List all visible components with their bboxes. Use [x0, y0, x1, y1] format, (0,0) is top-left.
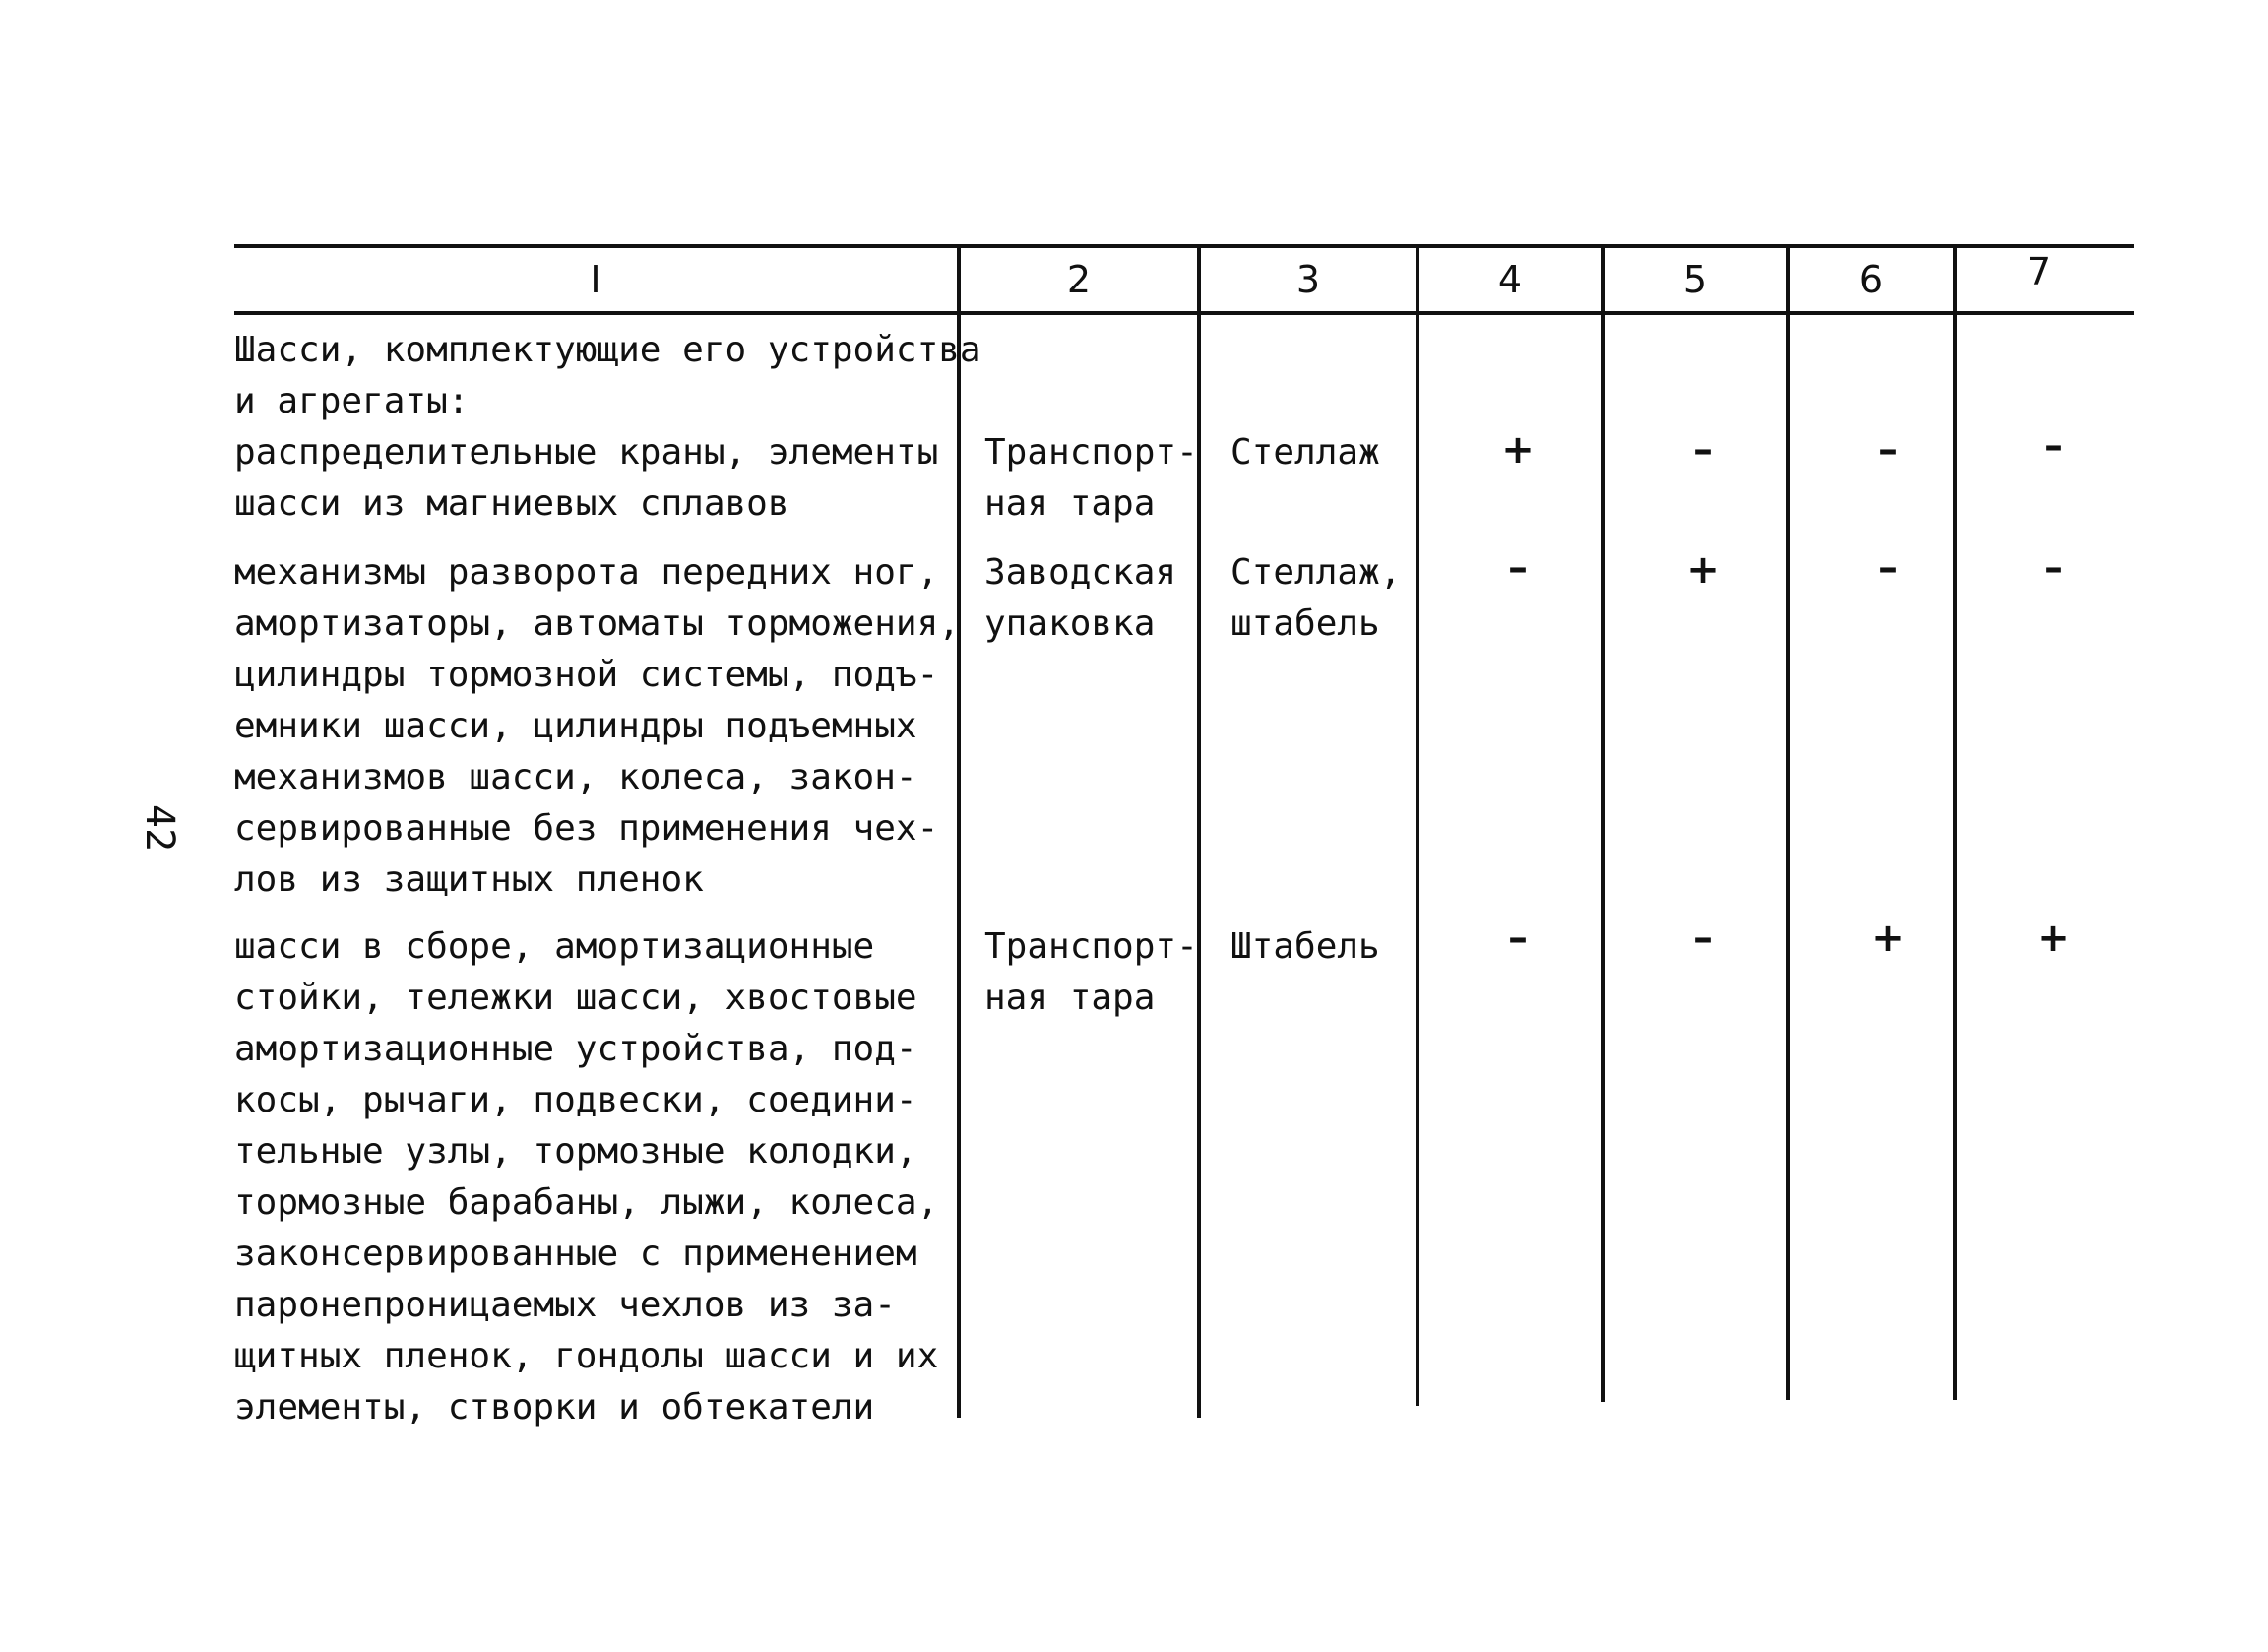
row-3-mark-5: –: [1693, 916, 1713, 961]
header-col-5: 5: [1682, 258, 1708, 301]
row-2-col1-line-4: механизмов шасси, колеса, закон-: [234, 757, 917, 797]
column-divider-2: [1197, 246, 1201, 1418]
row-2-col1-line-1: амортизаторы, автоматы торможения,: [234, 604, 960, 644]
row-3-packaging-line-1: ная тара: [984, 978, 1156, 1018]
header-col-2: 2: [1066, 258, 1092, 301]
row-3-storage-line-0: Штабель: [1230, 926, 1380, 967]
row-1-mark-6: –: [1878, 427, 1898, 473]
column-divider-1: [957, 246, 961, 1418]
row-2-storage-line-0: Стеллаж,: [1230, 552, 1402, 593]
row-1-packaging-line-0: Транспорт-: [984, 432, 1198, 473]
header-col-6: 6: [1858, 258, 1884, 301]
row-3-col1-line-5: тормозные барабаны, лыжи, колеса,: [234, 1182, 939, 1223]
row-2-col1-line-2: цилиндры тормозной системы, подъ-: [234, 655, 939, 695]
row-3-col1-line-1: стойки, тележки шасси, хвостовые: [234, 978, 917, 1018]
row-2-storage-line-1: штабель: [1230, 604, 1380, 644]
row-1-col1-line-0: распределительные краны, элементы: [234, 432, 939, 473]
header-col-3: 3: [1295, 258, 1321, 301]
row-3-col1-line-6: законсервированные с применением: [234, 1234, 917, 1274]
row-1-col1-line-1: шасси из магниевых сплавов: [234, 483, 789, 524]
header-col-4: 4: [1497, 258, 1523, 301]
row-3-col1-line-8: щитных пленок, гондолы шасси и их: [234, 1336, 939, 1376]
row-3-mark-7: +: [2037, 916, 2070, 961]
row-3-packaging-line-0: Транспорт-: [984, 926, 1198, 967]
table-header-rule: [234, 311, 2134, 315]
table-top-rule: [234, 244, 2134, 248]
row-3-col1-line-4: тельные узлы, тормозные колодки,: [234, 1131, 917, 1172]
row-0-col1-line-1: и агрегаты:: [234, 381, 470, 421]
row-1-mark-4: +: [1501, 427, 1535, 473]
page-number: 42: [137, 803, 183, 853]
row-3-col1-line-9: элементы, створки и обтекатели: [234, 1387, 875, 1428]
row-1-mark-7: –: [2044, 423, 2063, 469]
row-1-mark-5: –: [1693, 427, 1713, 473]
row-1-storage-line-0: Стеллаж: [1230, 432, 1380, 473]
row-3-mark-6: +: [1871, 916, 1905, 961]
row-2-mark-4: –: [1508, 545, 1528, 591]
row-2-col1-line-6: лов из защитных пленок: [234, 859, 704, 900]
row-3-col1-line-2: амортизационные устройства, под-: [234, 1029, 917, 1069]
header-col-7: 7: [2026, 250, 2051, 293]
header-col-1: I: [590, 258, 601, 301]
column-divider-5: [1786, 246, 1790, 1400]
column-divider-6: [1953, 246, 1957, 1400]
row-2-col1-line-3: емники шасси, цилиндры подъемных: [234, 706, 917, 746]
row-3-col1-line-7: паронепроницаемых чехлов из за-: [234, 1285, 896, 1325]
row-2-mark-7: –: [2044, 545, 2063, 591]
row-2-col1-line-5: сервированные без применения чех-: [234, 808, 939, 849]
row-2-col1-line-0: механизмы разворота передних ног,: [234, 552, 939, 593]
row-0-col1-line-0: Шасси, комплектующие его устройства: [234, 330, 981, 370]
row-2-packaging-line-1: упаковка: [984, 604, 1156, 644]
row-2-mark-6: –: [1878, 545, 1898, 591]
row-2-mark-5: +: [1686, 547, 1720, 593]
column-divider-3: [1416, 246, 1419, 1406]
row-3-col1-line-0: шасси в сборе, амортизационные: [234, 926, 875, 967]
row-1-packaging-line-1: ная тара: [984, 483, 1156, 524]
row-3-mark-4: –: [1508, 916, 1528, 961]
row-3-col1-line-3: косы, рычаги, подвески, соедини-: [234, 1080, 917, 1120]
column-divider-4: [1601, 246, 1605, 1402]
row-2-packaging-line-0: Заводская: [984, 552, 1177, 593]
